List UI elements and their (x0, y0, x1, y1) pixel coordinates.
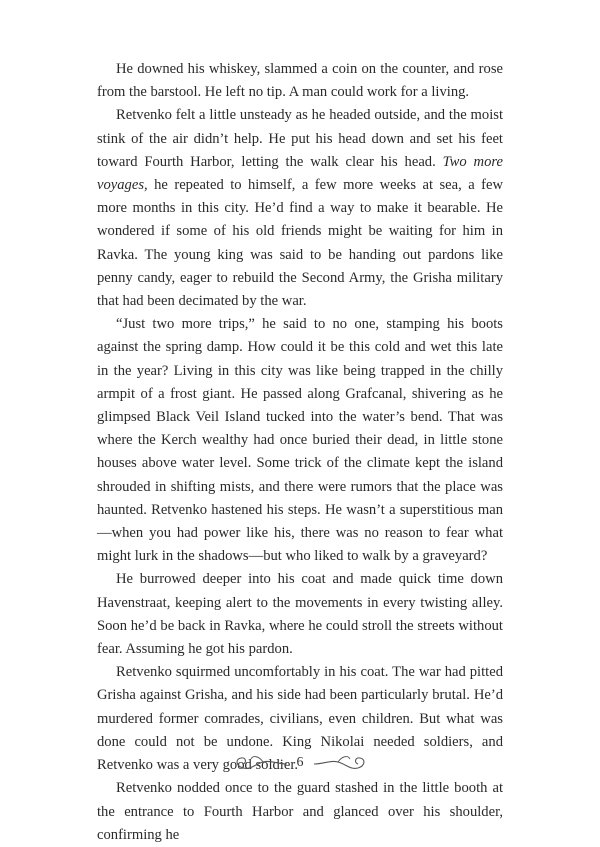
paragraph-1 (97, 58, 503, 104)
paragraph-4 (97, 568, 503, 661)
paragraph-text-cont: , he repeated to himself, a few more weeks at sea, a few more months in this city. He’d find a way to make it bearable. He wondered if some of his old friends might be waiting for him in Ravka. The young king was said to be handing out pardons like penny candy, eager to rebuild the Second Army, the Grisha military that had been decimated by the war. (97, 177, 503, 310)
body-text (97, 58, 503, 847)
flourish-right-icon (310, 750, 374, 776)
paragraph-6 (97, 777, 503, 847)
paragraph-text: Retvenko nodded once to the guard stashed in the little booth at the entrance to Fourth Harbor and glanced over his shoulder, confirming he (97, 780, 503, 843)
paragraph-text: He burrowed deeper into his coat and made quick time down Havenstraat, keeping alert to the movements in every twisting alley. Soon he’d be back in Ravka, where he could stroll the streets without fear. Assuming he got his pardon. (97, 571, 503, 658)
paragraph-text: He downed his whiskey, slammed a coin on the counter, and rose from the barstool. He left no tip. A man could work for a living. (97, 61, 503, 101)
page-number: 6 (296, 755, 304, 770)
paragraph-text: “Just two more trips,” he said to no one, stamping his boots against the spring damp. How could it be this cold and wet this late in the year? Living in this city was like being trapped in the chilly armpit of a frost giant. He passed along Grafcanal, shivering as he glimpsed Black Veil Island tucked into the water’s bend. That was where the Kerch wealthy had once buried their dead, in little stone houses above water level. Some trick of the climate kept the island shrouded in shifting mists, and there were rumors that the place was haunted. Retvenko hastened his steps. He wasn’t a superstitious man—when you had power like his, there was no reason to fear what might lurk in the shadows—but who liked to walk by a graveyard? (97, 316, 503, 565)
paragraph-text: Retvenko squirmed uncomfortably in his coat. The war had pitted Grisha against Grisha, and his side had been particularly brutal. He’d murdered former comrades, civilians, even children. But what was done could not be undone. King Nikolai needed soldiers, and Retvenko was a very good soldier. (97, 664, 503, 774)
italic-phrase: Two more voyages (97, 153, 503, 194)
paragraph-3 (97, 313, 503, 568)
flourish-left-icon (227, 750, 291, 776)
page-footer (0, 748, 600, 778)
paragraph-2 (97, 104, 503, 313)
paragraph-text: Retvenko felt a little unsteady as he headed outside, and the moist stink of the air didn’t help. He put his head down and set his feet toward Fourth Harbor, letting the walk clear his head. (97, 107, 503, 170)
